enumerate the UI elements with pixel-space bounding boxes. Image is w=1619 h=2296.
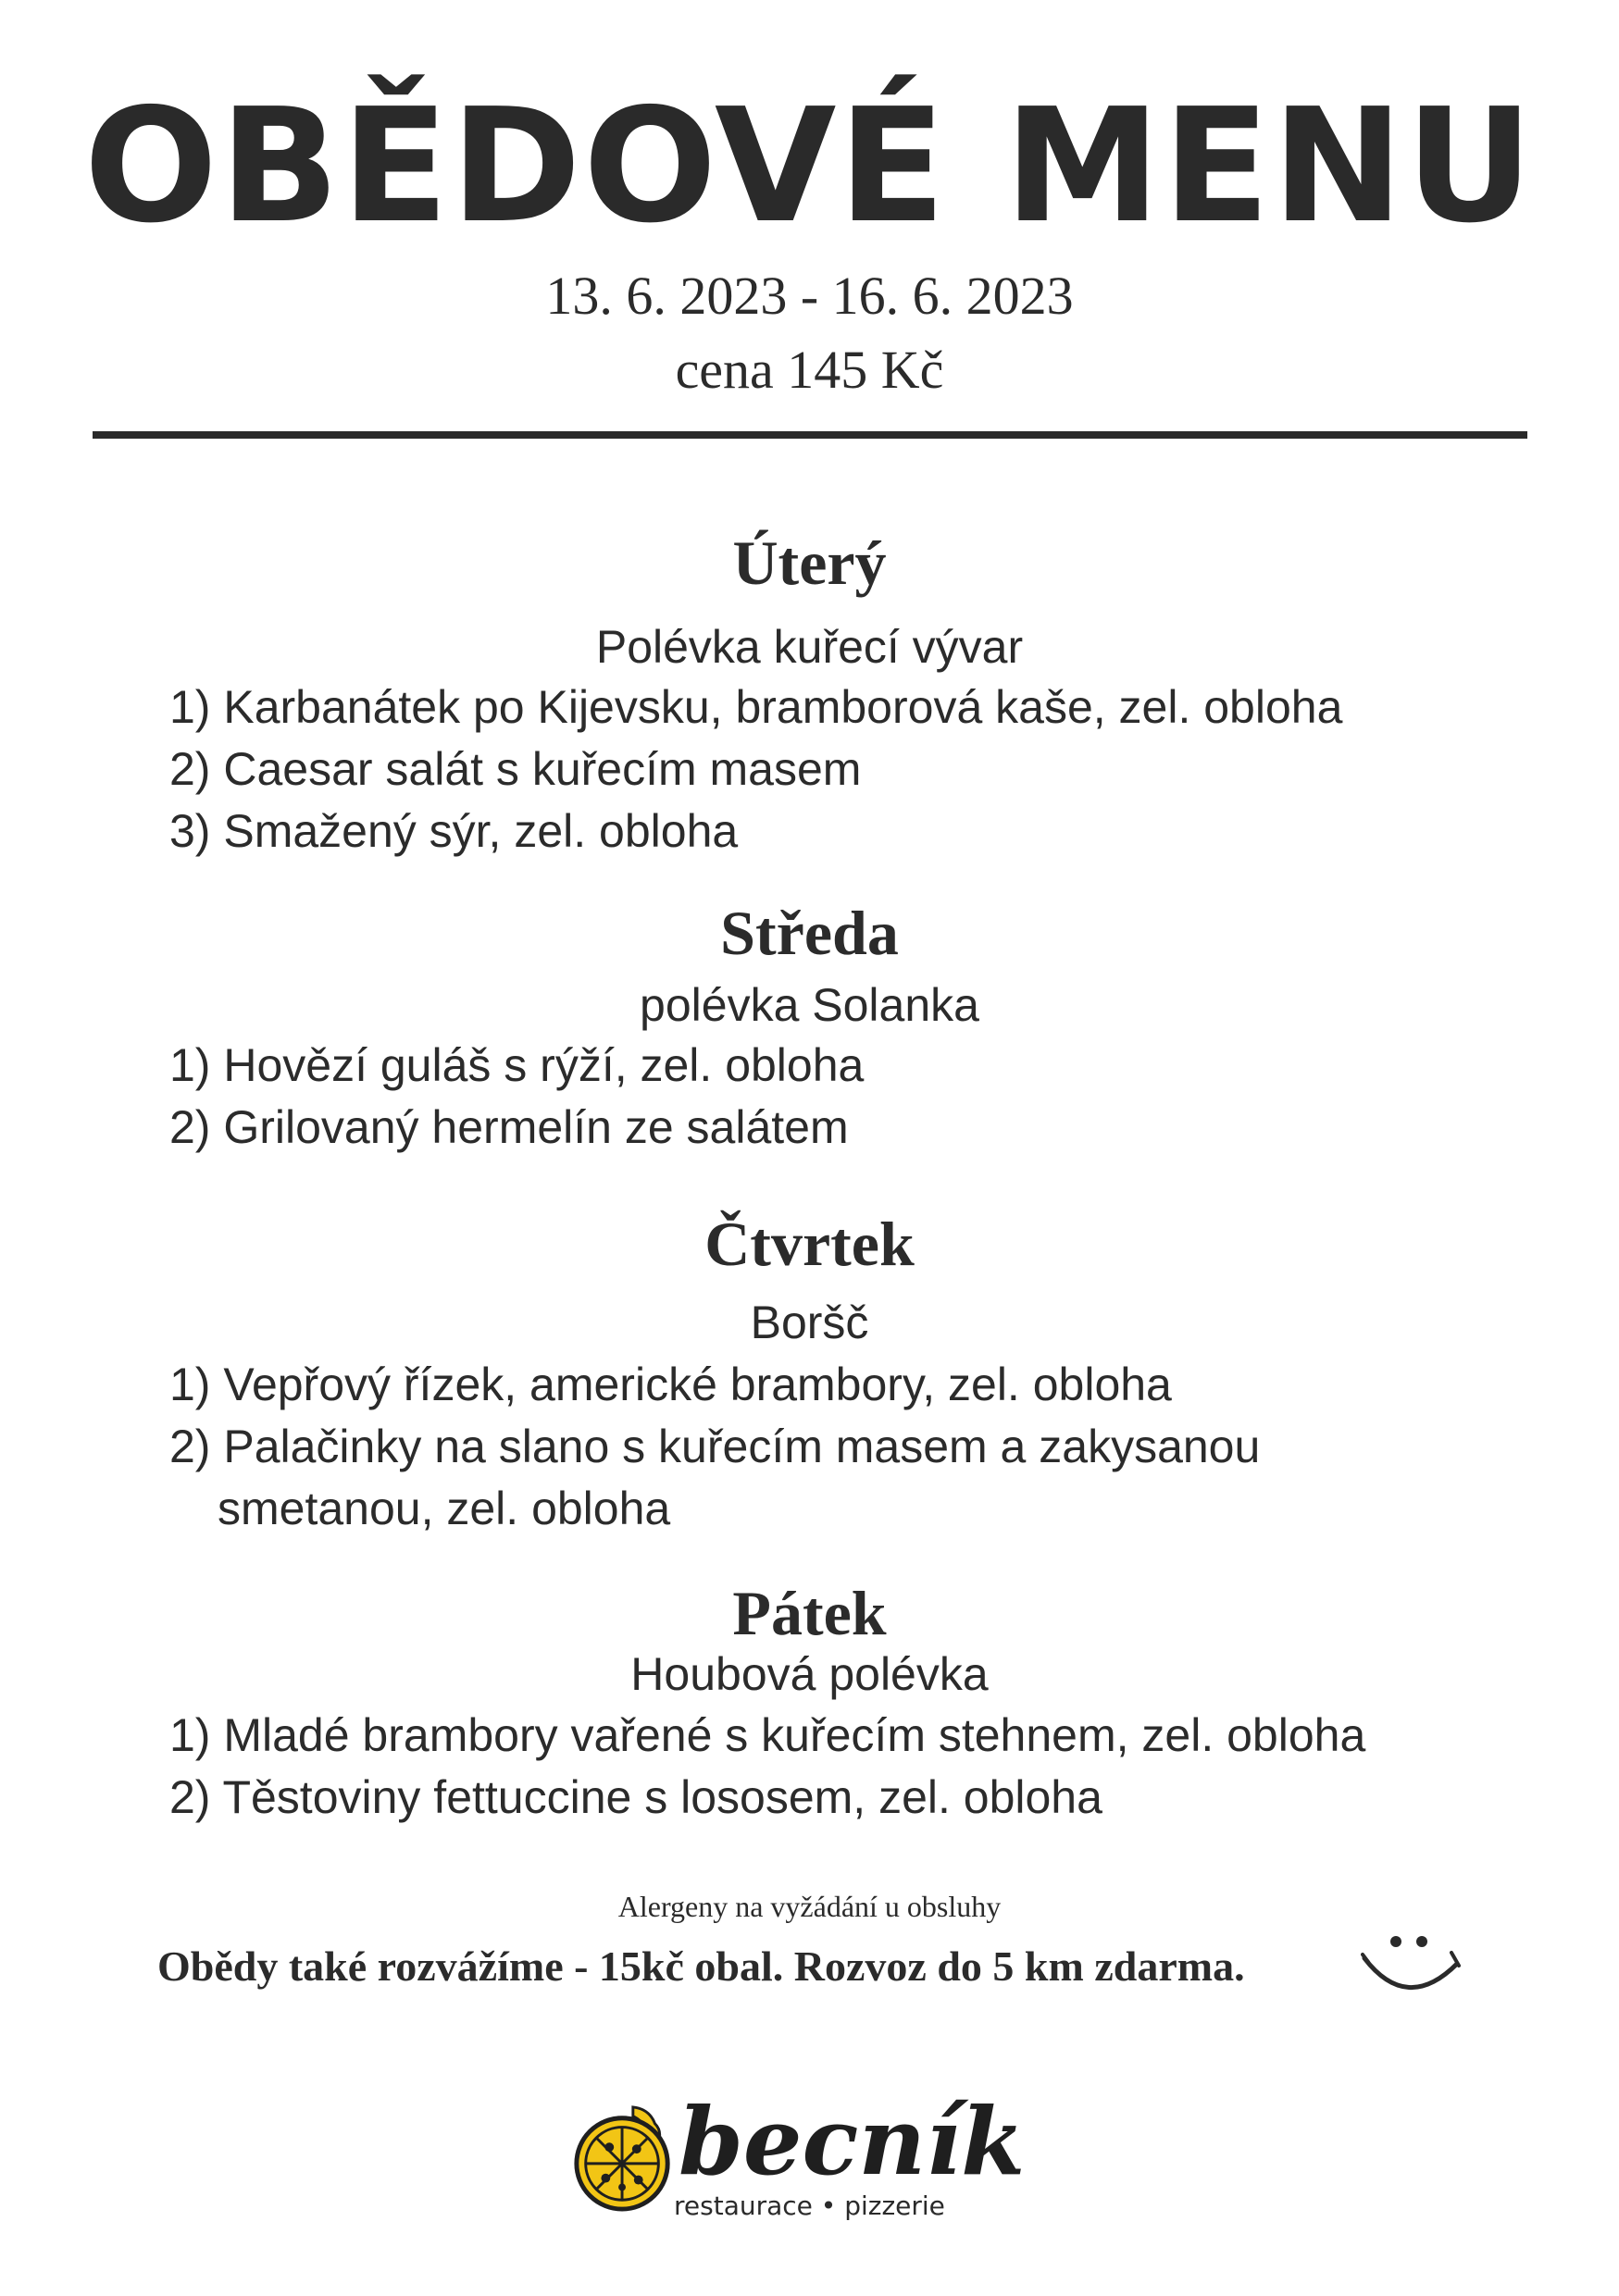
menu-item: 2) Caesar salát s kuřecím masem [169,743,862,795]
logo-wordmark: becník [679,2087,1026,2196]
divider [93,431,1527,439]
day-heading-ctvrtek: Čtvrtek [704,1209,915,1279]
menu-item-continuation: smetanou, zel. obloha [218,1483,671,1534]
menu-item: 3) Smažený sýr, zel. obloha [169,805,739,857]
restaurant-logo [569,2087,1026,2226]
menu-item: 2) Těstoviny fettuccine s lososem, zel. obloha [169,1771,1102,1823]
smiley-icon [1361,1925,1463,1999]
menu-item: 1) Vepřový řízek, americké brambory, zel. obloha [169,1359,1172,1410]
menu-item: 1) Mladé brambory vařené s kuřecím stehnem, zel. obloha [169,1709,1366,1761]
day-heading-patek: Pátek [732,1578,887,1648]
menu-item: 2) Palačinky na slano s kuřecím masem a zakysanou [169,1421,1261,1472]
delivery-note: Obědy také rozvážíme - 15kč obal. Rozvoz do 5 km zdarma. [157,1942,1245,1990]
menu-item: 1) Hovězí guláš s rýží, zel. obloha [169,1039,865,1091]
day-heading-utery: Úterý [732,527,887,598]
menu-price: cena 145 Kč [675,340,944,400]
menu-item: 1) Karbanátek po Kijevsku, bramborová kaše, zel. obloha [169,681,1343,733]
logo-subtitle: restaurace • pizzerie [674,2191,945,2221]
allergens-note: Alergeny na vyžádání u obsluhy [617,1890,1002,1923]
soup-utery: Polévka kuřecí vývar [595,621,1024,673]
soup-streda: polévka Solanka [640,979,979,1031]
soup-ctvrtek: Boršč [750,1297,869,1348]
page-title: OBĚDOVÉ MENU [83,75,1536,258]
pizza-logo-icon [569,2104,679,2213]
menu-item: 2) Grilovaný hermelín ze salátem [169,1101,849,1153]
soup-patek: Houbová polévka [630,1648,989,1700]
menu-dates: 13. 6. 2023 - 16. 6. 2023 [545,266,1074,326]
day-heading-streda: Středa [720,898,899,968]
